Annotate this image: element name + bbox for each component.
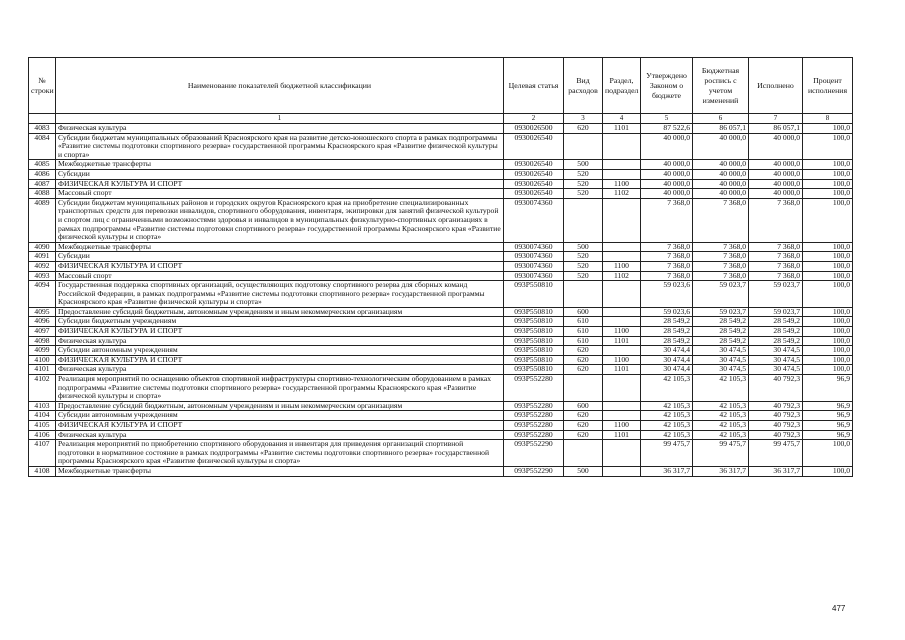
row-name: Межбюджетные трансферты bbox=[56, 242, 504, 252]
row-percent: 100,0 bbox=[803, 179, 853, 189]
row-percent: 100,0 bbox=[803, 317, 853, 327]
row-expense-type bbox=[564, 198, 603, 242]
row-expense-type: 500 bbox=[564, 242, 603, 252]
row-percent: 96,9 bbox=[803, 421, 853, 431]
row-budget-list: 40 000,0 bbox=[693, 133, 749, 160]
row-percent: 100,0 bbox=[803, 160, 853, 170]
row-name: Физическая культура bbox=[56, 365, 504, 375]
row-percent: 96,9 bbox=[803, 430, 853, 440]
row-budget-list: 42 105,3 bbox=[693, 411, 749, 421]
row-executed: 40 792,3 bbox=[749, 411, 803, 421]
col-index: 5 bbox=[641, 114, 693, 124]
row-approved: 40 000,0 bbox=[641, 189, 693, 199]
row-expense-type: 520 bbox=[564, 189, 603, 199]
row-executed: 40 000,0 bbox=[749, 160, 803, 170]
table-row bbox=[29, 133, 853, 160]
row-section bbox=[603, 411, 641, 421]
row-name: Реализация мероприятий по оснащению объектов спортивной инфраструктуры спортивно-технологическим оборудованием в рамках подпрограммы «Развитие системы подготовки спортивного резерва» государственной программы Красноярского края «Развитие физической культуры и спорта» bbox=[56, 375, 504, 402]
row-budget-list: 40 000,0 bbox=[693, 160, 749, 170]
row-approved: 7 368,0 bbox=[641, 242, 693, 252]
row-percent: 100,0 bbox=[803, 169, 853, 179]
row-expense-type bbox=[564, 440, 603, 467]
row-name: ФИЗИЧЕСКАЯ КУЛЬТУРА И СПОРТ bbox=[56, 327, 504, 337]
row-percent: 100,0 bbox=[803, 252, 853, 262]
row-executed: 40 000,0 bbox=[749, 169, 803, 179]
row-section: 1101 bbox=[603, 430, 641, 440]
row-section: 1100 bbox=[603, 355, 641, 365]
table-row bbox=[29, 421, 853, 431]
row-section bbox=[603, 375, 641, 402]
row-expense-type: 520 bbox=[564, 261, 603, 271]
table-row bbox=[29, 411, 853, 421]
row-name: Предоставление субсидий бюджетным, автономным учреждениям и иным некоммерческим организациям bbox=[56, 307, 504, 317]
row-number: 4089 bbox=[29, 198, 56, 242]
row-section bbox=[603, 401, 641, 411]
row-budget-list: 28 549,2 bbox=[693, 327, 749, 337]
header-approved: Утверждено Законом о бюджете bbox=[641, 58, 693, 114]
row-expense-type: 610 bbox=[564, 336, 603, 346]
table-row bbox=[29, 440, 853, 467]
row-section bbox=[603, 307, 641, 317]
row-number: 4104 bbox=[29, 411, 56, 421]
row-name: Субсидии bbox=[56, 252, 504, 262]
table-row bbox=[29, 327, 853, 337]
row-executed: 40 792,3 bbox=[749, 421, 803, 431]
row-executed: 40 792,3 bbox=[749, 401, 803, 411]
row-number: 4091 bbox=[29, 252, 56, 262]
row-target-article: 0930026540 bbox=[504, 189, 564, 199]
row-budget-list: 40 000,0 bbox=[693, 169, 749, 179]
row-name: Физическая культура bbox=[56, 336, 504, 346]
row-section bbox=[603, 281, 641, 308]
row-section bbox=[603, 198, 641, 242]
table-row bbox=[29, 271, 853, 281]
row-percent: 100,0 bbox=[803, 466, 853, 476]
table-row bbox=[29, 169, 853, 179]
header-section: Раздел, подраздел bbox=[603, 58, 641, 114]
row-executed: 30 474,5 bbox=[749, 365, 803, 375]
row-section: 1102 bbox=[603, 271, 641, 281]
table-row bbox=[29, 355, 853, 365]
row-approved: 42 105,3 bbox=[641, 430, 693, 440]
row-name: Субсидии бюджетам муниципальных образований Красноярского края на развитие детско-юношеского спорта в рамках подпрограммы «Развитие системы подготовки спортивного резерва» государственной программы Красноярского края «Развитие физической культуры и спорта» bbox=[56, 133, 504, 160]
row-percent: 100,0 bbox=[803, 440, 853, 467]
row-target-article: 093P552280 bbox=[504, 375, 564, 402]
table-row bbox=[29, 189, 853, 199]
row-percent: 100,0 bbox=[803, 307, 853, 317]
header-exp-type: Вид расходов bbox=[564, 58, 603, 114]
row-target-article: 093P550810 bbox=[504, 365, 564, 375]
row-approved: 99 475,7 bbox=[641, 440, 693, 467]
row-number: 4084 bbox=[29, 133, 56, 160]
row-target-article: 0930074360 bbox=[504, 198, 564, 242]
row-name: Субсидии bbox=[56, 169, 504, 179]
row-approved: 7 368,0 bbox=[641, 261, 693, 271]
row-target-article: 093P550810 bbox=[504, 281, 564, 308]
row-approved: 30 474,4 bbox=[641, 346, 693, 356]
row-budget-list: 7 368,0 bbox=[693, 261, 749, 271]
row-executed: 28 549,2 bbox=[749, 327, 803, 337]
row-name: ФИЗИЧЕСКАЯ КУЛЬТУРА И СПОРТ bbox=[56, 421, 504, 431]
table-row bbox=[29, 375, 853, 402]
row-approved: 59 023,6 bbox=[641, 281, 693, 308]
table-row bbox=[29, 466, 853, 476]
row-expense-type: 620 bbox=[564, 355, 603, 365]
row-expense-type bbox=[564, 133, 603, 160]
row-approved: 42 105,3 bbox=[641, 401, 693, 411]
row-section: 1100 bbox=[603, 327, 641, 337]
budget-table-container bbox=[28, 57, 852, 477]
row-percent: 100,0 bbox=[803, 124, 853, 134]
row-expense-type: 610 bbox=[564, 327, 603, 337]
row-number: 4099 bbox=[29, 346, 56, 356]
row-expense-type: 600 bbox=[564, 307, 603, 317]
row-budget-list: 42 105,3 bbox=[693, 430, 749, 440]
row-approved: 40 000,0 bbox=[641, 133, 693, 160]
row-target-article: 093P552280 bbox=[504, 430, 564, 440]
row-approved: 59 023,6 bbox=[641, 307, 693, 317]
row-percent: 100,0 bbox=[803, 327, 853, 337]
row-number: 4107 bbox=[29, 440, 56, 467]
row-expense-type: 600 bbox=[564, 401, 603, 411]
column-index-row bbox=[29, 114, 853, 124]
row-budget-list: 59 023,7 bbox=[693, 307, 749, 317]
row-target-article: 0930074360 bbox=[504, 261, 564, 271]
row-approved: 36 317,7 bbox=[641, 466, 693, 476]
row-number: 4106 bbox=[29, 430, 56, 440]
row-budget-list: 7 368,0 bbox=[693, 242, 749, 252]
row-executed: 40 000,0 bbox=[749, 133, 803, 160]
row-name: Субсидии бюджетным учреждениям bbox=[56, 317, 504, 327]
row-percent: 96,9 bbox=[803, 375, 853, 402]
row-name: Субсидии автономным учреждениям bbox=[56, 346, 504, 356]
row-approved: 30 474,4 bbox=[641, 355, 693, 365]
row-percent: 100,0 bbox=[803, 281, 853, 308]
row-budget-list: 30 474,5 bbox=[693, 355, 749, 365]
row-budget-list: 86 057,1 bbox=[693, 124, 749, 134]
row-name: Субсидии бюджетам муниципальных районов и городских округов Красноярского края на приобретение специализированных транспортных средств для перевозки инвалидов, спортивного оборудования, инвентаря, экипировки для занятий физической культурой и спортом лиц с ограниченными возможностями здоровья и инвалидов в муниципальных физкультурно-спортивных организациях в рамках подпрограммы «Развитие системы подготовки спортивного резерва» государственной программы Красноярского края «Развитие физической культуры и спорта» bbox=[56, 198, 504, 242]
table-row bbox=[29, 317, 853, 327]
row-target-article: 0930074360 bbox=[504, 252, 564, 262]
row-approved: 28 549,2 bbox=[641, 336, 693, 346]
col-index: 8 bbox=[803, 114, 853, 124]
row-section: 1101 bbox=[603, 124, 641, 134]
row-approved: 28 549,2 bbox=[641, 327, 693, 337]
row-target-article: 093P550810 bbox=[504, 317, 564, 327]
row-number: 4094 bbox=[29, 281, 56, 308]
row-number: 4100 bbox=[29, 355, 56, 365]
row-approved: 42 105,3 bbox=[641, 411, 693, 421]
row-target-article: 093P550810 bbox=[504, 346, 564, 356]
row-name: Предоставление субсидий бюджетным, автономным учреждениям и иным некоммерческим организациям bbox=[56, 401, 504, 411]
table-row bbox=[29, 346, 853, 356]
header-row-no: № строки bbox=[29, 58, 56, 114]
row-section bbox=[603, 133, 641, 160]
row-percent: 100,0 bbox=[803, 336, 853, 346]
col-index: 4 bbox=[603, 114, 641, 124]
row-approved: 7 368,0 bbox=[641, 252, 693, 262]
row-executed: 59 023,7 bbox=[749, 307, 803, 317]
row-number: 4083 bbox=[29, 124, 56, 134]
row-number: 4086 bbox=[29, 169, 56, 179]
row-expense-type: 520 bbox=[564, 271, 603, 281]
row-section bbox=[603, 160, 641, 170]
row-executed: 7 368,0 bbox=[749, 271, 803, 281]
row-section: 1100 bbox=[603, 421, 641, 431]
header-name: Наименование показателей бюджетной классификации bbox=[56, 58, 504, 114]
row-approved: 7 368,0 bbox=[641, 198, 693, 242]
row-section: 1100 bbox=[603, 179, 641, 189]
row-percent: 100,0 bbox=[803, 242, 853, 252]
row-target-article: 0930074360 bbox=[504, 271, 564, 281]
table-row bbox=[29, 365, 853, 375]
row-executed: 99 475,7 bbox=[749, 440, 803, 467]
row-expense-type: 620 bbox=[564, 430, 603, 440]
row-name: Массовый спорт bbox=[56, 189, 504, 199]
row-percent: 100,0 bbox=[803, 261, 853, 271]
row-executed: 7 368,0 bbox=[749, 252, 803, 262]
row-approved: 28 549,2 bbox=[641, 317, 693, 327]
row-approved: 7 368,0 bbox=[641, 271, 693, 281]
row-approved: 40 000,0 bbox=[641, 169, 693, 179]
row-section bbox=[603, 317, 641, 327]
row-section bbox=[603, 346, 641, 356]
row-percent: 100,0 bbox=[803, 189, 853, 199]
row-target-article: 093P552280 bbox=[504, 401, 564, 411]
row-target-article: 0930026540 bbox=[504, 133, 564, 160]
row-number: 4108 bbox=[29, 466, 56, 476]
row-percent: 100,0 bbox=[803, 365, 853, 375]
row-approved: 30 474,4 bbox=[641, 365, 693, 375]
row-number: 4093 bbox=[29, 271, 56, 281]
row-expense-type: 620 bbox=[564, 124, 603, 134]
row-name: ФИЗИЧЕСКАЯ КУЛЬТУРА И СПОРТ bbox=[56, 355, 504, 365]
row-percent: 100,0 bbox=[803, 133, 853, 160]
table-row bbox=[29, 124, 853, 134]
row-executed: 59 023,7 bbox=[749, 281, 803, 308]
row-expense-type: 520 bbox=[564, 179, 603, 189]
row-executed: 36 317,7 bbox=[749, 466, 803, 476]
row-budget-list: 42 105,3 bbox=[693, 421, 749, 431]
row-target-article: 093P552290 bbox=[504, 466, 564, 476]
row-target-article: 093P552280 bbox=[504, 411, 564, 421]
table-row bbox=[29, 198, 853, 242]
row-budget-list: 30 474,5 bbox=[693, 346, 749, 356]
row-number: 4102 bbox=[29, 375, 56, 402]
row-expense-type: 610 bbox=[564, 317, 603, 327]
row-budget-list: 42 105,3 bbox=[693, 401, 749, 411]
row-budget-list: 28 549,2 bbox=[693, 336, 749, 346]
row-budget-list: 28 549,2 bbox=[693, 317, 749, 327]
row-target-article: 0930026540 bbox=[504, 160, 564, 170]
table-row bbox=[29, 336, 853, 346]
row-percent: 100,0 bbox=[803, 355, 853, 365]
row-target-article: 093P552280 bbox=[504, 421, 564, 431]
row-budget-list: 99 475,7 bbox=[693, 440, 749, 467]
row-expense-type: 620 bbox=[564, 365, 603, 375]
row-number: 4103 bbox=[29, 401, 56, 411]
budget-execution-table bbox=[28, 57, 853, 477]
row-name: Государственная поддержка спортивных организаций, осуществляющих подготовку спортивного резерва для сборных команд Российской Федерации, в рамках подпрограммы «Развитие системы подготовки спортивного резерва» государственной программы Красноярского края «Развитие физической культуры и спорта» bbox=[56, 281, 504, 308]
row-expense-type: 520 bbox=[564, 169, 603, 179]
row-section: 1101 bbox=[603, 336, 641, 346]
row-target-article: 0930074360 bbox=[504, 242, 564, 252]
row-name: Физическая культура bbox=[56, 124, 504, 134]
row-executed: 86 057,1 bbox=[749, 124, 803, 134]
row-percent: 100,0 bbox=[803, 198, 853, 242]
row-target-article: 093P552290 bbox=[504, 440, 564, 467]
table-row bbox=[29, 430, 853, 440]
row-expense-type: 520 bbox=[564, 252, 603, 262]
row-number: 4088 bbox=[29, 189, 56, 199]
row-executed: 40 792,3 bbox=[749, 430, 803, 440]
col-index-blank bbox=[29, 114, 56, 124]
table-body bbox=[29, 124, 853, 477]
row-approved: 87 522,6 bbox=[641, 124, 693, 134]
row-section: 1101 bbox=[603, 365, 641, 375]
row-section bbox=[603, 252, 641, 262]
header-list: Бюджетная роспись с учетом изменений bbox=[693, 58, 749, 114]
row-executed: 28 549,2 bbox=[749, 336, 803, 346]
row-number: 4096 bbox=[29, 317, 56, 327]
table-row bbox=[29, 252, 853, 262]
row-executed: 28 549,2 bbox=[749, 317, 803, 327]
row-executed: 30 474,5 bbox=[749, 355, 803, 365]
row-name: Межбюджетные трансферты bbox=[56, 160, 504, 170]
row-target-article: 093P550810 bbox=[504, 355, 564, 365]
table-row bbox=[29, 307, 853, 317]
row-section bbox=[603, 440, 641, 467]
row-executed: 40 792,3 bbox=[749, 375, 803, 402]
row-name: ФИЗИЧЕСКАЯ КУЛЬТУРА И СПОРТ bbox=[56, 179, 504, 189]
row-percent: 100,0 bbox=[803, 271, 853, 281]
row-expense-type: 500 bbox=[564, 160, 603, 170]
row-budget-list: 40 000,0 bbox=[693, 179, 749, 189]
table-row bbox=[29, 281, 853, 308]
row-executed: 7 368,0 bbox=[749, 198, 803, 242]
row-name: ФИЗИЧЕСКАЯ КУЛЬТУРА И СПОРТ bbox=[56, 261, 504, 271]
row-budget-list: 42 105,3 bbox=[693, 375, 749, 402]
col-index: 6 bbox=[693, 114, 749, 124]
row-approved: 42 105,3 bbox=[641, 375, 693, 402]
row-percent: 100,0 bbox=[803, 346, 853, 356]
row-approved: 40 000,0 bbox=[641, 160, 693, 170]
col-index: 7 bbox=[749, 114, 803, 124]
row-name: Реализация мероприятий по приобретению спортивного оборудования и инвентаря для приведения организаций спортивной подготовки в нормативное состояние в рамках подпрограммы «Развитие системы подготовки спортивного резерва» государственной программы Красноярского края «Развитие физической культуры и спорта» bbox=[56, 440, 504, 467]
row-target-article: 0930026540 bbox=[504, 169, 564, 179]
table-row bbox=[29, 261, 853, 271]
row-number: 4097 bbox=[29, 327, 56, 337]
row-number: 4095 bbox=[29, 307, 56, 317]
row-budget-list: 7 368,0 bbox=[693, 271, 749, 281]
table-row bbox=[29, 401, 853, 411]
row-section bbox=[603, 169, 641, 179]
row-target-article: 093P550810 bbox=[504, 307, 564, 317]
row-budget-list: 59 023,7 bbox=[693, 281, 749, 308]
row-section bbox=[603, 242, 641, 252]
row-target-article: 093P550810 bbox=[504, 327, 564, 337]
row-target-article: 0930026540 bbox=[504, 179, 564, 189]
page-number: 477 bbox=[832, 604, 846, 613]
row-percent: 96,9 bbox=[803, 401, 853, 411]
row-executed: 40 000,0 bbox=[749, 189, 803, 199]
row-expense-type bbox=[564, 281, 603, 308]
table-row bbox=[29, 179, 853, 189]
row-name: Межбюджетные трансферты bbox=[56, 466, 504, 476]
row-approved: 40 000,0 bbox=[641, 179, 693, 189]
row-expense-type: 500 bbox=[564, 466, 603, 476]
row-number: 4101 bbox=[29, 365, 56, 375]
col-index: 1 bbox=[56, 114, 504, 124]
row-number: 4098 bbox=[29, 336, 56, 346]
table-row bbox=[29, 160, 853, 170]
col-index: 3 bbox=[564, 114, 603, 124]
row-target-article: 093P550810 bbox=[504, 336, 564, 346]
row-target-article: 0930026500 bbox=[504, 124, 564, 134]
row-expense-type: 620 bbox=[564, 346, 603, 356]
row-budget-list: 7 368,0 bbox=[693, 252, 749, 262]
col-index: 2 bbox=[504, 114, 564, 124]
row-number: 4087 bbox=[29, 179, 56, 189]
row-budget-list: 30 474,5 bbox=[693, 365, 749, 375]
header-executed: Исполнено bbox=[749, 58, 803, 114]
header-percent: Процент исполнения bbox=[803, 58, 853, 114]
row-executed: 30 474,5 bbox=[749, 346, 803, 356]
row-executed: 7 368,0 bbox=[749, 261, 803, 271]
row-section bbox=[603, 466, 641, 476]
row-number: 4092 bbox=[29, 261, 56, 271]
row-budget-list: 7 368,0 bbox=[693, 198, 749, 242]
row-name: Массовый спорт bbox=[56, 271, 504, 281]
row-section: 1102 bbox=[603, 189, 641, 199]
header-row bbox=[29, 58, 853, 114]
row-section: 1100 bbox=[603, 261, 641, 271]
row-executed: 40 000,0 bbox=[749, 179, 803, 189]
row-expense-type: 620 bbox=[564, 411, 603, 421]
table-row bbox=[29, 242, 853, 252]
row-percent: 96,9 bbox=[803, 411, 853, 421]
row-name: Субсидии автономным учреждениям bbox=[56, 411, 504, 421]
header-target: Целевая статья bbox=[504, 58, 564, 114]
row-executed: 7 368,0 bbox=[749, 242, 803, 252]
row-budget-list: 36 317,7 bbox=[693, 466, 749, 476]
row-number: 4085 bbox=[29, 160, 56, 170]
row-approved: 42 105,3 bbox=[641, 421, 693, 431]
row-number: 4105 bbox=[29, 421, 56, 431]
row-name: Физическая культура bbox=[56, 430, 504, 440]
row-budget-list: 40 000,0 bbox=[693, 189, 749, 199]
row-expense-type: 620 bbox=[564, 421, 603, 431]
row-number: 4090 bbox=[29, 242, 56, 252]
row-expense-type bbox=[564, 375, 603, 402]
